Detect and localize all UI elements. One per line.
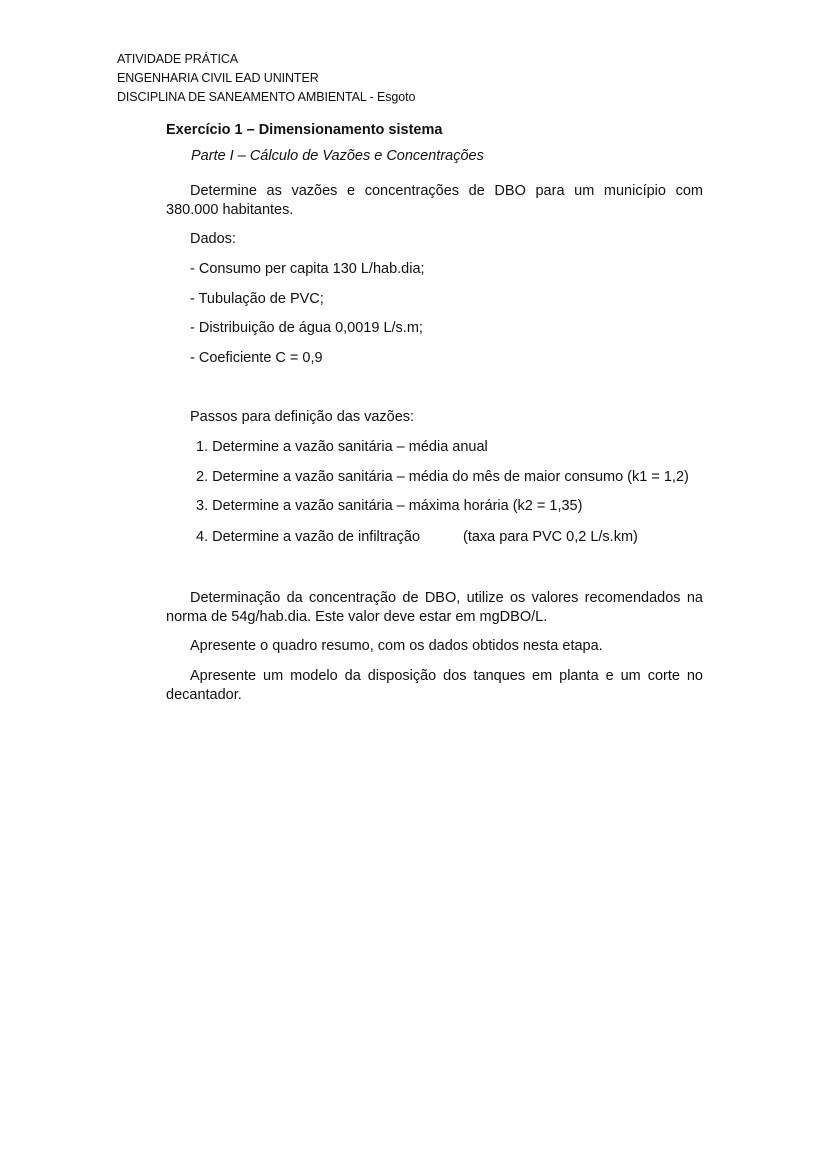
intro-paragraph: Determine as vazões e concentrações de DBO para um município com 380.000 habitantes. [166,183,703,218]
document-header [117,50,415,107]
step-item: 2. Determine a vazão sanitária – média do mês de maior consumo (k1 = 1,2) [196,469,689,485]
summary-paragraph: Apresente o quadro resumo, com os dados obtidos nesta etapa. [190,638,603,654]
header-activity-type: ATIVIDADE PRÁTICA [117,52,239,66]
data-item: - Tubulação de PVC; [190,291,324,307]
exercise-title: Exercício 1 – Dimensionamento sistema [166,122,443,138]
data-item: - Coeficiente C = 0,9 [190,350,323,366]
data-item: - Distribuição de água 0,0019 L/s.m; [190,320,423,336]
header-discipline: DISCIPLINA DE SANEAMENTO AMBIENTAL - Esgoto [117,90,416,104]
header-course: ENGENHARIA CIVIL EAD UNINTER [117,71,319,85]
exercise-subtitle: Parte I – Cálculo de Vazões e Concentrações [191,148,484,164]
step-item: 1. Determine a vazão sanitária – média anual [196,439,488,455]
step-item-note: (taxa para PVC 0,2 L/s.km) [463,529,638,545]
data-item: - Consumo per capita 130 L/hab.dia; [190,261,425,277]
step-item-4 [196,529,638,545]
layout-paragraph: Apresente um modelo da disposição dos tanques em planta e um corte no decantador. [166,668,703,703]
step-item-text: 4. Determine a vazão de infiltração [196,529,421,545]
steps-label: Passos para definição das vazões: [190,409,415,425]
step-item: 3. Determine a vazão sanitária – máxima horária (k2 = 1,35) [196,498,583,514]
data-label: Dados: [190,231,236,247]
dbo-paragraph: Determinação da concentração de DBO, utilize os valores recomendados na norma de 54g/hab.dia. Este valor deve estar em mgDBO/L. [166,590,703,625]
